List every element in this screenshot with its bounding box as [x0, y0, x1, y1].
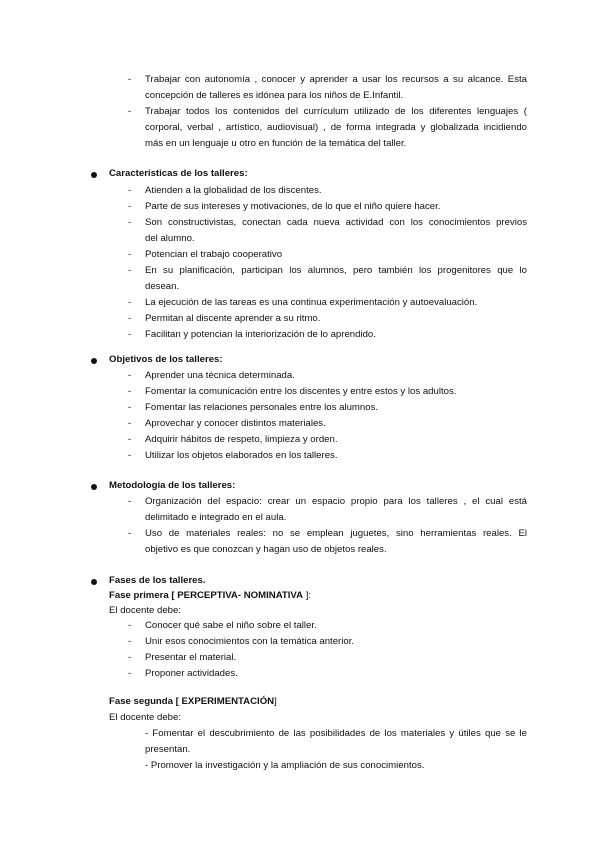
dash-marker	[128, 434, 136, 445]
list-item-text: - Fomentar el descubrimiento de las posibilidades de los materiales y útiles que se le	[145, 728, 527, 739]
list-item-text: Aprovechar y conocer distintos materiales.	[145, 418, 326, 429]
dash-marker	[128, 528, 136, 539]
list-item-text: Organización del espacio: crear un espacio propio para los talleres , el cual está	[145, 496, 527, 507]
list-item-text: Permitan al discente aprender a su ritmo.	[145, 313, 321, 324]
list-item-text: delimitado e integrado en el aula.	[145, 512, 287, 523]
dash-marker	[128, 106, 136, 117]
section-heading-objetivos: Objetivos de los talleres:	[109, 354, 223, 365]
dash-marker	[128, 329, 136, 340]
bullet-icon	[91, 172, 97, 178]
dash-marker	[128, 74, 136, 85]
section-heading-metodologia: Metodología de los talleres:	[109, 480, 236, 491]
list-item-text: Son constructivistas, conectan cada nueva actividad con los conocimientos previos	[145, 217, 527, 228]
bullet-icon	[91, 484, 97, 490]
phase-title-suffix: ]	[274, 696, 277, 707]
phase-intro: El docente debe:	[109, 712, 182, 723]
dash-marker	[128, 450, 136, 461]
list-item-text: desean.	[145, 281, 180, 292]
dash-marker	[128, 370, 136, 381]
dash-marker	[128, 313, 136, 324]
phase-title-segunda	[109, 696, 277, 708]
phase-intro: El docente debe:	[109, 605, 182, 616]
list-item-text: Conocer qué sabe el niño sobre el taller.	[145, 620, 317, 631]
list-item-text: más en un lenguaje u otro en función de la temática del taller.	[145, 138, 407, 149]
dash-marker	[128, 249, 136, 260]
list-item-text: Atienden a la globalidad de los discentes.	[145, 185, 322, 196]
dash-marker	[128, 620, 136, 631]
dash-marker	[128, 652, 136, 663]
list-item-text: del alumno.	[145, 233, 195, 244]
list-item-text: - Promover la investigación y la ampliación de sus conocimientos.	[145, 760, 425, 771]
section-heading-caracteristicas: Características de los talleres:	[109, 168, 248, 179]
dash-marker	[128, 265, 136, 276]
dash-marker	[128, 668, 136, 679]
bullet-icon	[91, 358, 97, 364]
phase-title-primera	[109, 590, 311, 602]
dash-marker	[128, 496, 136, 507]
list-item-text: Proponer actividades.	[145, 668, 238, 679]
phase-title-prefix: Fase primera [	[109, 590, 178, 601]
phase-title-prefix: Fase segunda [	[109, 696, 182, 707]
list-item-text: En su planificación, participan los alumnos, pero también los progenitores que lo	[145, 265, 527, 276]
list-item-text: objetivo es que conozcan y hagan uso de objetos reales.	[145, 544, 387, 555]
dash-marker	[128, 386, 136, 397]
list-item-text: Presentar el material.	[145, 652, 237, 663]
dash-marker	[128, 636, 136, 647]
list-item-text: Potencian el trabajo cooperativo	[145, 249, 283, 260]
list-item-text: corporal, verbal , artístico, audiovisual) , de forma integrada y globalizada incidiendo	[145, 122, 527, 133]
list-item-text: Fomentar la comunicación entre los discentes y entre estos y los adultos.	[145, 386, 457, 397]
list-item-text: Parte de sus intereses y motivaciones, de lo que el niño quiere hacer.	[145, 201, 441, 212]
list-item-text: Trabajar con autonomía , conocer y aprender a usar los recursos a su alcance. Esta	[145, 74, 527, 85]
list-item-text: Adquirir hábitos de respeto, limpieza y orden.	[145, 434, 338, 445]
list-item-text: Uso de materiales reales: no se emplean juguetes, sino herramientas reales. El	[145, 528, 527, 539]
list-item-text: La ejecución de las tareas es una continua experimentación y autoevaluación.	[145, 297, 478, 308]
phase-title-name: PERCEPTIVA- NOMINATIVA	[177, 590, 304, 601]
list-item-text: Trabajar todos los contenidos del currículum utilizado de los diferentes lenguajes (	[145, 106, 527, 117]
list-item-text: Utilizar los objetos elaborados en los talleres.	[145, 450, 338, 461]
dash-marker	[128, 297, 136, 308]
dash-marker	[128, 402, 136, 413]
phase-title-name: EXPERIMENTACIÓN	[181, 696, 275, 707]
dash-marker	[128, 185, 136, 196]
section-heading-fases: Fases de los talleres.	[109, 575, 206, 586]
phase-title-suffix: ]:	[303, 590, 312, 601]
list-item-text: Fomentar las relaciones personales entre los alumnos.	[145, 402, 379, 413]
list-item-text: concepción de talleres es idónea para los niños de E.Infantil.	[145, 90, 404, 101]
list-item-text: Unir esos conocimientos con la temática anterior.	[145, 636, 355, 647]
list-item-text: presentan.	[145, 744, 191, 755]
bullet-icon	[91, 579, 97, 585]
dash-marker	[128, 217, 136, 228]
list-item-text: Aprender una técnica determinada.	[145, 370, 295, 381]
list-item-text: Facilitan y potencian la interiorización de lo aprendido.	[145, 329, 376, 340]
dash-marker	[128, 201, 136, 212]
dash-marker	[128, 418, 136, 429]
